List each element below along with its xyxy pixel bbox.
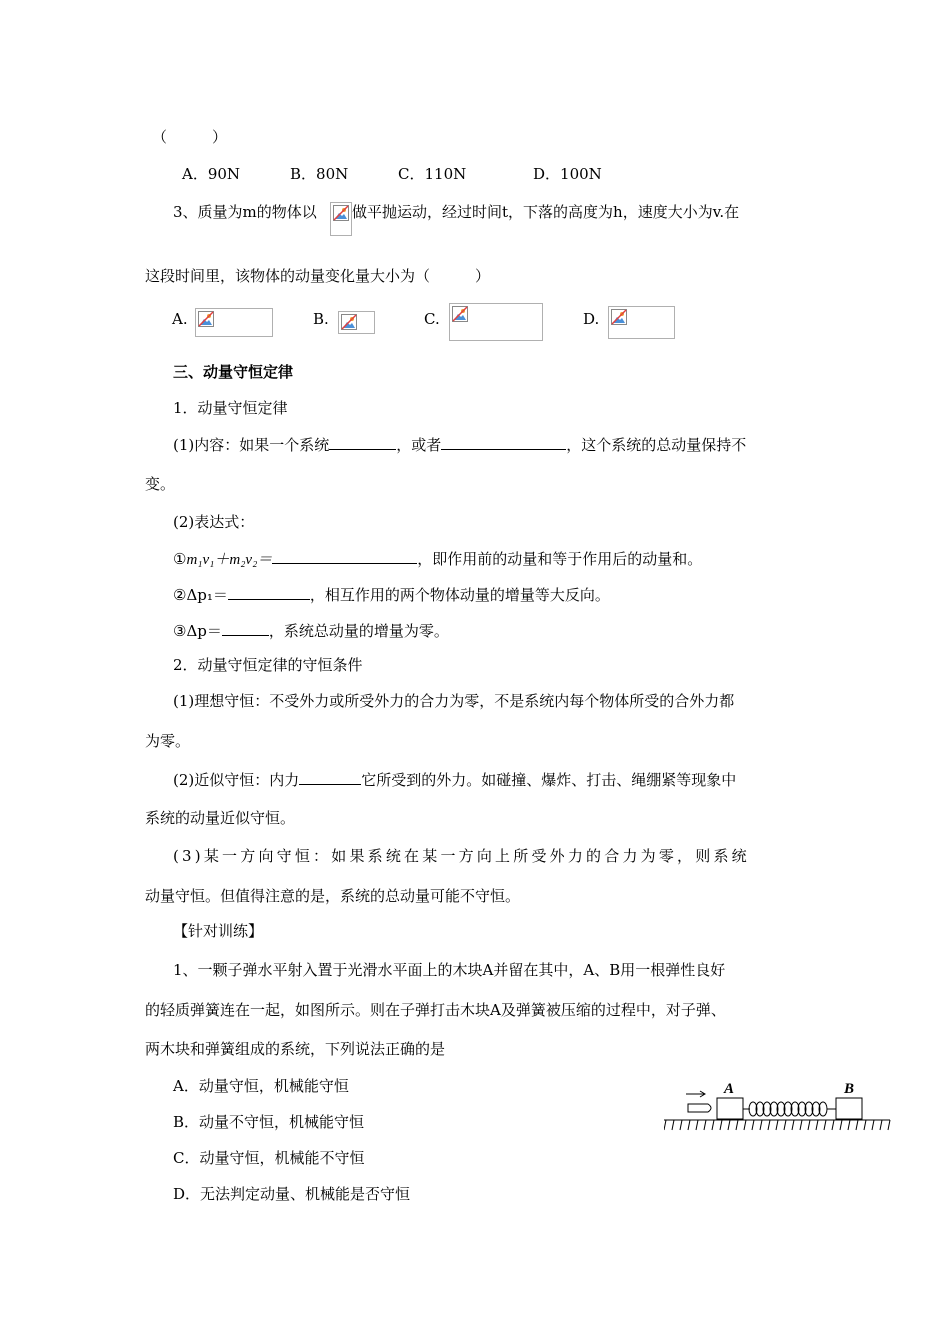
condition-1-line2: 为零。 xyxy=(145,732,191,750)
q3-option-a-label: A. xyxy=(172,310,188,328)
subsection-1-title: 1．动量守恒定律 xyxy=(173,399,288,417)
expr3-prefix: ③Δp＝ xyxy=(173,622,222,640)
expr1-prefix: ① xyxy=(173,550,187,568)
condition-1-line1: (1)理想守恒：不受外力或所受外力的合力为零，不是系统内每个物体所受的合外力都 xyxy=(173,692,735,710)
option-c: C．110N xyxy=(398,165,467,183)
fill-blank xyxy=(222,620,269,636)
image-placeholder-c xyxy=(449,303,543,341)
block-a xyxy=(717,1098,743,1119)
block-a-label: A xyxy=(724,1081,735,1097)
fill-blank xyxy=(329,434,396,450)
expr1-formula: m₁v₁＋m₂v₂＝ xyxy=(186,552,273,568)
q3-text-start: 3、质量为m的物体以 xyxy=(173,203,317,221)
training-q1-line1: 1、一颗子弹水平射入置于光滑水平面上的木块A并留在其中，A、B用一根弹性良好 xyxy=(173,961,726,979)
subsection-2-title: 2．动量守恒定律的守恒条件 xyxy=(173,656,363,674)
spring xyxy=(743,1102,836,1116)
training-option-d: D．无法判定动量、机械能是否守恒 xyxy=(173,1185,411,1203)
q3-line2: 这段时间里，该物体的动量变化量大小为（ ） xyxy=(145,267,491,285)
training-q1-line2: 的轻质弹簧连在一起，如图所示。则在子弹打击木块A及弹簧被压缩的过程中，对子弹、 xyxy=(145,1001,726,1019)
spring-block-figure xyxy=(664,1078,892,1136)
image-placeholder-b xyxy=(338,311,375,334)
content-line-2: 变。 xyxy=(145,475,176,493)
cond2-text-b: 它所受到的外力。如碰撞、爆炸、打击、绳绷紧等现象中 xyxy=(361,771,737,789)
q3-option-d-label: D. xyxy=(583,310,600,328)
condition-2-line2: 系统的动量近似守恒。 xyxy=(145,809,296,827)
q3-option-c-label: C. xyxy=(424,310,440,328)
expression-3 xyxy=(173,620,449,641)
expression-title: (2)表达式： xyxy=(173,513,255,531)
option-d: D．100N xyxy=(533,165,602,183)
option-a: A．90N xyxy=(182,165,241,183)
fill-blank xyxy=(228,584,310,600)
image-placeholder-a xyxy=(195,308,273,337)
training-title: 【针对训练】 xyxy=(173,922,264,940)
image-placeholder-d xyxy=(608,306,675,339)
option-b: B．80N xyxy=(290,165,349,183)
block-b xyxy=(836,1098,862,1119)
condition-3-line2: 动量守恒。但值得注意的是，系统的总动量可能不守恒。 xyxy=(145,887,521,905)
fill-blank xyxy=(272,548,417,564)
expression-1 xyxy=(173,548,702,570)
condition-3-line1: (3)某一方向守恒：如果系统在某一方向上所受外力的合力为零，则系统 xyxy=(173,847,750,865)
expr2-suffix: ，相互作用的两个物体动量的增量等大反向。 xyxy=(309,586,610,604)
ground xyxy=(664,1120,890,1130)
cond2-text-a: (2)近似守恒：内力 xyxy=(173,771,300,789)
training-q1-line3: 两木块和弹簧组成的系统，下列说法正确的是 xyxy=(145,1040,446,1058)
broken-image-icon xyxy=(330,202,352,236)
section-title: 三、动量守恒定律 xyxy=(173,363,294,381)
velocity-arrow xyxy=(686,1091,705,1097)
content-text-c: ，这个系统的总动量保持不 xyxy=(566,436,747,454)
training-option-a: A．动量守恒，机械能守恒 xyxy=(173,1077,349,1095)
expr2-prefix: ②Δp₁＝ xyxy=(173,586,228,604)
training-option-b: B．动量不守恒，机械能守恒 xyxy=(173,1113,365,1131)
expr1-suffix: ，即作用前的动量和等于作用后的动量和。 xyxy=(417,550,703,568)
training-option-c: C．动量守恒，机械能不守恒 xyxy=(173,1149,365,1167)
expression-2 xyxy=(173,584,610,605)
q3-option-b-label: B. xyxy=(313,310,329,328)
content-text-a: (1)内容：如果一个系统 xyxy=(173,436,330,454)
fill-blank xyxy=(441,434,566,450)
fill-blank xyxy=(299,769,361,785)
content-line xyxy=(173,434,746,455)
expr3-suffix: ，系统总动量的增量为零。 xyxy=(268,622,449,640)
answer-paren: （ ） xyxy=(152,128,228,146)
content-text-b: ，或者 xyxy=(396,436,442,454)
block-b-label: B xyxy=(844,1081,855,1097)
condition-2-line1 xyxy=(173,769,736,790)
q3-text-end: 做平抛运动，经过时间t，下落的高度为h，速度大小为v.在 xyxy=(352,203,740,221)
bullet xyxy=(688,1104,711,1112)
